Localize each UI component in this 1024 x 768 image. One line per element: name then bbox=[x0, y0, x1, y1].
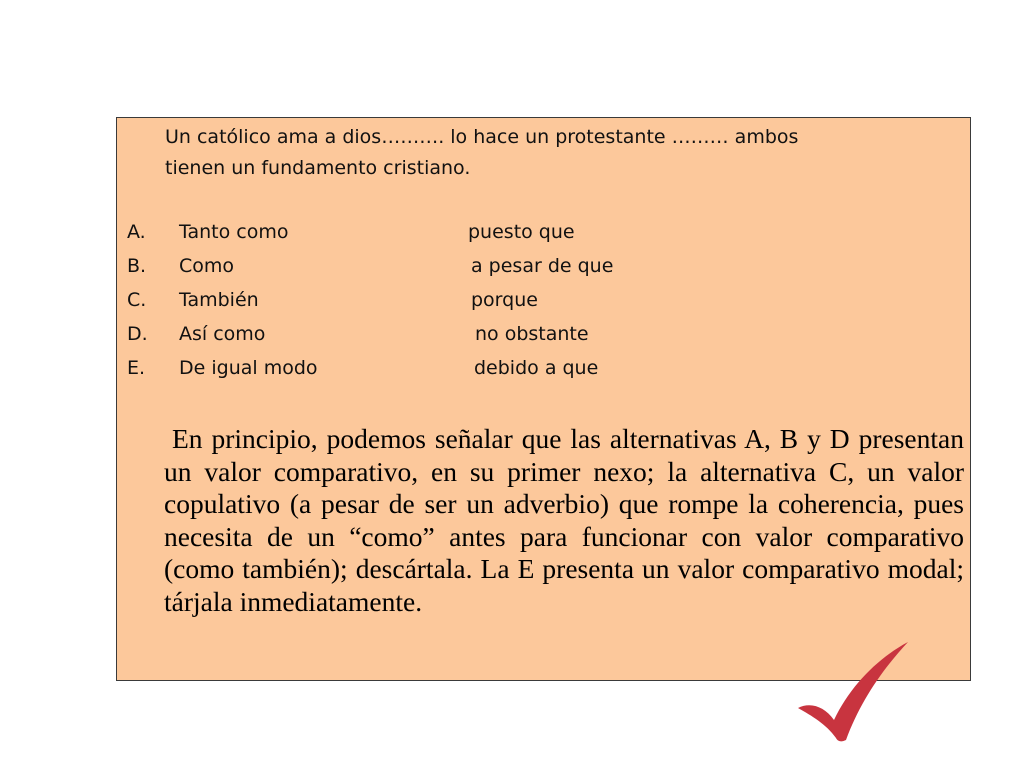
question-box bbox=[116, 117, 971, 681]
option-b bbox=[127, 249, 827, 283]
option-letter: C. bbox=[127, 289, 147, 311]
option-second-connector: porque bbox=[471, 289, 538, 311]
option-a bbox=[127, 215, 827, 249]
option-first-connector: De igual modo bbox=[179, 357, 318, 379]
option-c bbox=[127, 283, 827, 317]
question-line-1: Un católico ama a dios………. lo hace un protestante ……… ambos bbox=[165, 126, 799, 148]
option-letter: D. bbox=[127, 323, 148, 345]
checkmark-icon bbox=[790, 636, 915, 746]
option-second-connector: a pesar de que bbox=[471, 255, 614, 277]
option-second-connector: debido a que bbox=[474, 357, 599, 379]
option-letter: A. bbox=[127, 221, 146, 243]
option-letter: E. bbox=[127, 357, 146, 379]
option-letter: B. bbox=[127, 255, 147, 277]
option-d bbox=[127, 317, 827, 351]
option-first-connector: Tanto como bbox=[179, 221, 289, 243]
option-second-connector: no obstante bbox=[475, 323, 589, 345]
option-first-connector: Como bbox=[179, 255, 235, 277]
option-e bbox=[127, 351, 827, 385]
options-list bbox=[127, 215, 827, 385]
question-text bbox=[161, 122, 945, 184]
option-first-connector: También bbox=[179, 289, 259, 311]
option-first-connector: Así como bbox=[179, 323, 266, 345]
explanation-paragraph: En principio, podemos señalar que las alternativas A, B y D presentan un valor comparativo, en su primer nexo; la alternativa C, un valor copulativo (a pesar de ser un adverbio) que rompe la coherencia, pues necesita de un “como” antes para funcionar con valor comparativo (como también); descártala. La E presenta un valor comparativo modal; tárjala inmediatamente. bbox=[164, 423, 964, 617]
option-second-connector: puesto que bbox=[468, 221, 575, 243]
question-line-2: tienen un fundamento cristiano. bbox=[165, 157, 471, 179]
